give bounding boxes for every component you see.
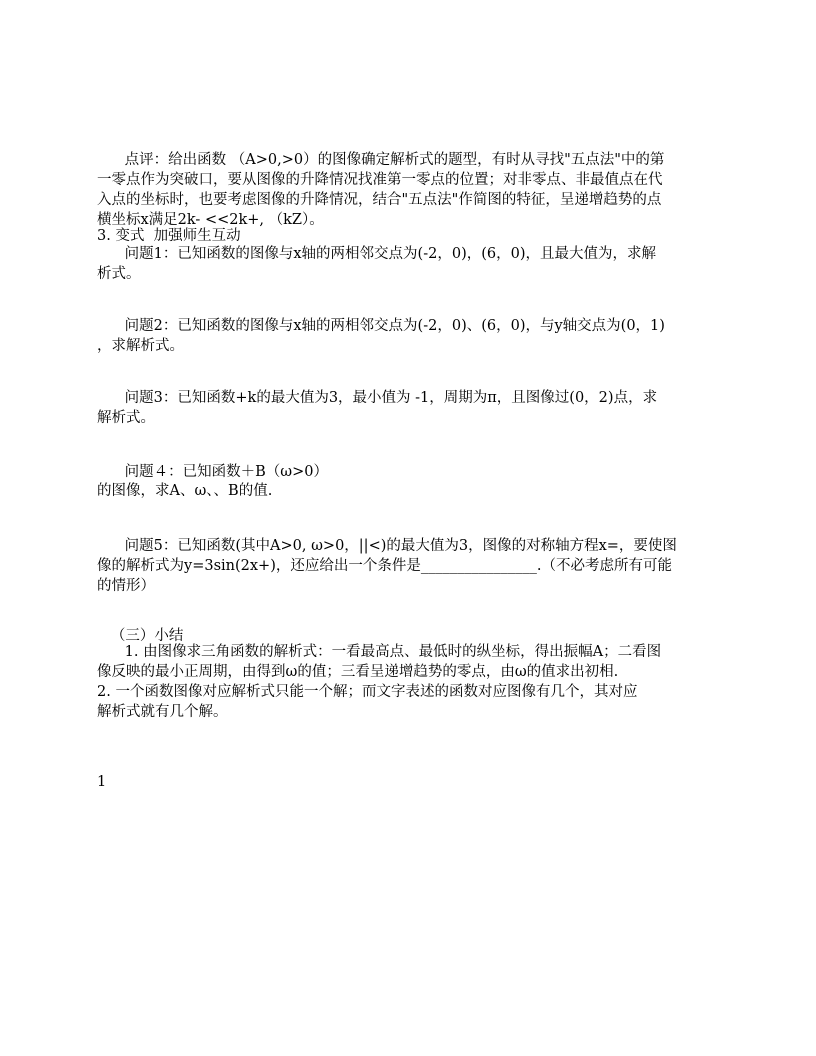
section-3-heading: 3. 变式 加强师生互动 xyxy=(97,228,241,244)
problem-1-line-2: 析式。 xyxy=(97,266,141,282)
summary-line-3: 2. 一个函数图像对应解析式只能一个解；而文字表述的函数对应图像有几个，其对应 xyxy=(97,684,638,700)
problem-2-line-1: 问题2：已知函数的图像与x轴的两相邻交点为(-2，0)、(6，0)，与y轴交点为(0，1) xyxy=(97,318,665,334)
problem-3-line-2: 解析式。 xyxy=(97,410,155,426)
comment-line-2: 一零点作为突破口，要从图像的升降情况找准第一零点的位置；对非零点、非最值点在代 xyxy=(97,172,663,188)
problem-1-line-1: 问题1：已知函数的图像与x轴的两相邻交点为(-2，0)，(6，0)，且最大值为，求解 xyxy=(97,246,656,262)
comment-line-1: 点评：给出函数 （A>0,>0）的图像确定解析式的题型，有时从寻找"五点法"中的第 xyxy=(97,152,665,168)
problem-3-line-1: 问题3：已知函数+k的最大值为3，最小值为 -1，周期为π，且图像过(0，2)点，求 xyxy=(97,390,658,406)
problem-5-line-3: 的情形） xyxy=(97,578,155,594)
page-number: 1 xyxy=(97,774,107,790)
comment-line-3: 入点的坐标时，也要考虑图像的升降情况，结合"五点法"作简图的特征，呈递增趋势的点 xyxy=(97,192,662,208)
problem-4-line-2: 的图像，求A、ω、、B的值. xyxy=(97,483,273,499)
problem-5-line-1: 问题5：已知函数(其中A>0, ω>0，||<)的最大值为3，图像的对称轴方程x=，要使图 xyxy=(97,538,677,554)
problem-2-line-2: ，求解析式。 xyxy=(97,338,184,354)
comment-line-4: 横坐标x满足2k- <<2k+, （kZ）。 xyxy=(97,212,324,228)
summary-line-4: 解析式就有几个解。 xyxy=(97,704,228,720)
problem-5-line-2: 像的解析式为y=3sin(2x+)，还应给出一个条件是________________.（不必考虑所有可能 xyxy=(97,558,672,574)
summary-line-2: 像反映的最小正周期，由得到ω的值；三看呈递增趋势的零点，由ω的值求出初相. xyxy=(97,664,619,680)
problem-4-line-1: 问题４：已知函数＋B（ω>0） xyxy=(97,464,329,480)
summary-line-1: 1. 由图像求三角函数的解析式：一看最高点、最低时的纵坐标，得出振幅A；二看图 xyxy=(97,644,662,660)
summary-heading: （三）小结 xyxy=(97,628,184,644)
